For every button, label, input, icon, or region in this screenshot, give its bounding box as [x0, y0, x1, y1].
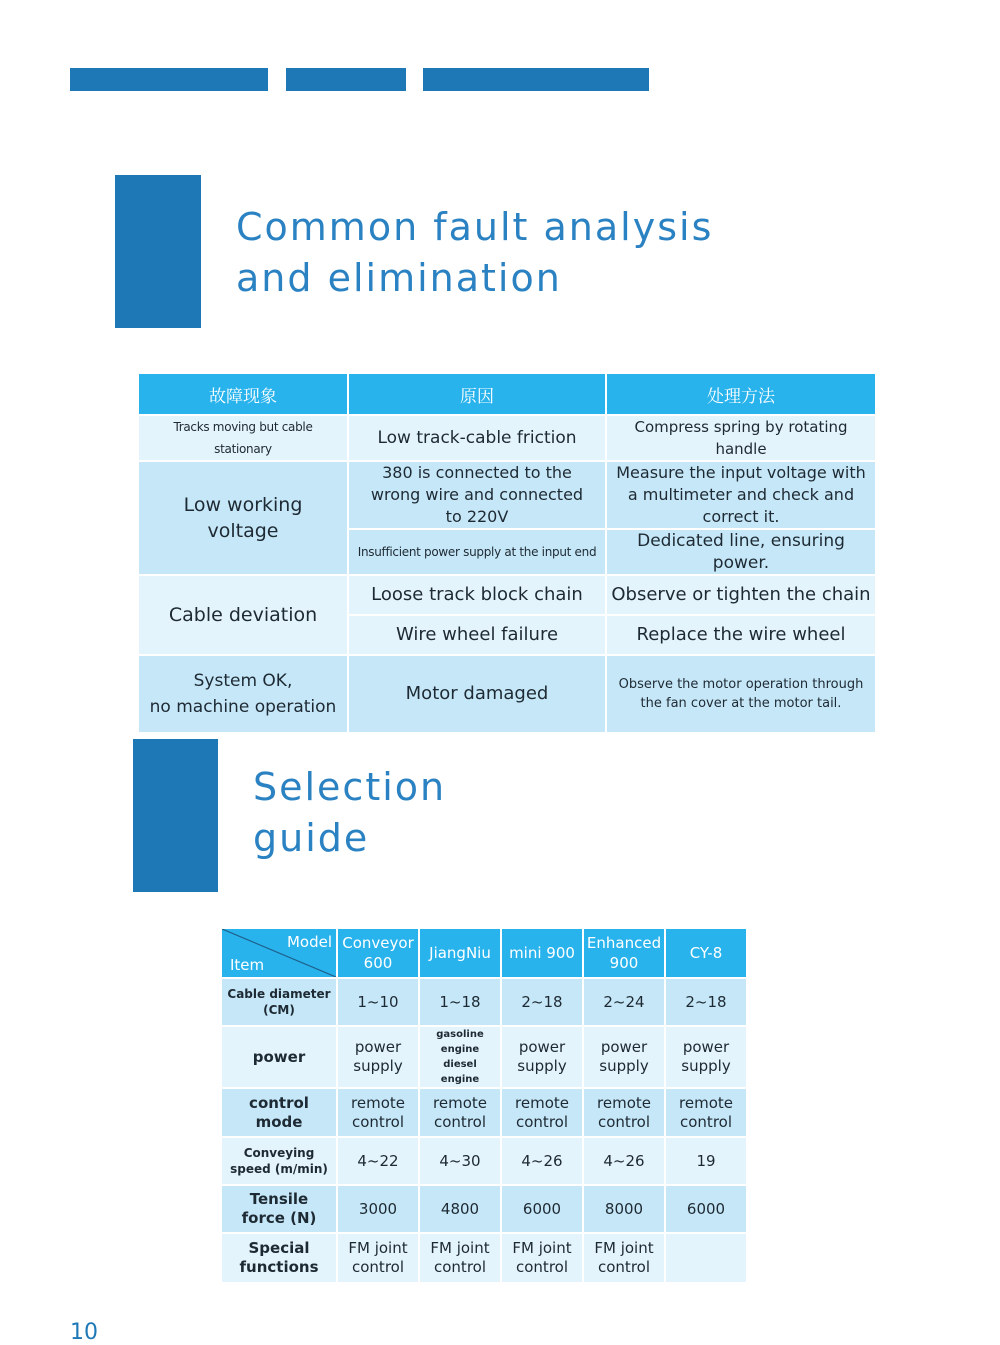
- value-line: remote: [433, 1093, 487, 1112]
- table-row: [221, 1088, 747, 1137]
- value-cell: [419, 978, 501, 1026]
- symptom-line: no machine operation: [149, 697, 337, 717]
- value-line: supply: [599, 1057, 649, 1075]
- item-label-cell: [221, 1026, 337, 1088]
- item-label-cell: [221, 1137, 337, 1185]
- value-cell: [583, 978, 665, 1026]
- value-line: 6000: [686, 1199, 726, 1218]
- value-cell: [337, 1088, 419, 1137]
- top-bar-1: [70, 68, 268, 91]
- value-line: gasoline engine: [436, 1029, 484, 1055]
- table-row: [221, 1233, 747, 1283]
- value-line: remote: [597, 1093, 651, 1112]
- value-cell: [337, 1026, 419, 1088]
- symptom-line: System OK,: [193, 671, 293, 691]
- value-line: supply: [353, 1057, 403, 1075]
- value-line: 4~26: [603, 1151, 645, 1170]
- symptom-cell: Cable deviation: [138, 575, 348, 655]
- item-line: Cable diameter: [227, 987, 331, 1001]
- value-line: control: [352, 1258, 404, 1276]
- solution-cell: Compress spring by rotating handle: [606, 415, 876, 461]
- value-cell: [665, 1026, 747, 1088]
- model-name-line: 900: [609, 954, 639, 972]
- value-cell: [337, 1185, 419, 1233]
- model-name-line: Enhanced: [586, 934, 662, 952]
- value-line: FM joint: [594, 1239, 654, 1257]
- value-line: 4~30: [439, 1151, 481, 1170]
- section-title-line: Selection: [253, 765, 447, 809]
- top-bar-3: [423, 68, 649, 91]
- model-name-line: CY-8: [689, 944, 723, 962]
- value-line: 3000: [358, 1199, 398, 1218]
- cause-cell: 380 is connected to the wrong wire and connected to 220V: [348, 461, 606, 529]
- value-line: 19: [696, 1151, 716, 1170]
- top-bar-2: [286, 68, 406, 91]
- model-name-line: Conveyor: [342, 934, 414, 952]
- value-cell: [665, 1185, 747, 1233]
- value-line: control: [516, 1258, 568, 1276]
- model-header: [665, 928, 747, 978]
- value-cell: [419, 1233, 501, 1283]
- section-marker-block: [115, 175, 201, 328]
- value-cell: [665, 978, 747, 1026]
- section-title-line: and elimination: [236, 256, 562, 300]
- value-cell: [583, 1185, 665, 1233]
- value-line: 4800: [440, 1199, 480, 1218]
- value-cell: [665, 1233, 747, 1283]
- item-line: Conveying: [243, 1146, 315, 1160]
- item-line: control: [249, 1093, 309, 1112]
- selection-guide-table: [220, 927, 748, 1284]
- value-cell: [337, 1137, 419, 1185]
- table-row: [138, 655, 876, 733]
- section-title-line: guide: [253, 816, 370, 860]
- value-line: 6000: [522, 1199, 562, 1218]
- cause-cell: Insufficient power supply at the input end: [348, 529, 606, 575]
- cause-cell: Loose track block chain: [348, 575, 606, 615]
- value-line: power: [354, 1038, 402, 1056]
- table-row: [138, 575, 876, 615]
- cause-cell: Low track-cable friction: [348, 415, 606, 461]
- value-line: power: [682, 1038, 730, 1056]
- value-line: control: [680, 1112, 732, 1131]
- cause-cell: Motor damaged: [348, 655, 606, 733]
- value-line: FM joint: [430, 1239, 490, 1257]
- value-cell: [419, 1088, 501, 1137]
- section-title-line: Common fault analysis: [236, 205, 714, 249]
- model-header: [501, 928, 583, 978]
- table-row: [221, 1185, 747, 1233]
- value-line: remote: [679, 1093, 733, 1112]
- solution-cell: [606, 655, 876, 733]
- item-line: functions: [239, 1258, 319, 1276]
- value-cell: [501, 978, 583, 1026]
- value-cell: [501, 1026, 583, 1088]
- value-line: remote: [515, 1093, 569, 1112]
- value-line: 4~22: [357, 1151, 399, 1170]
- value-line: FM joint: [348, 1239, 408, 1257]
- value-line: 2~24: [603, 992, 645, 1011]
- solution-cell: Replace the wire wheel: [606, 615, 876, 655]
- value-line: control: [598, 1112, 650, 1131]
- section-title-fault: [236, 202, 713, 304]
- solution-cell: Dedicated line, ensuring power.: [606, 529, 876, 575]
- item-label-cell: [221, 1233, 337, 1283]
- solution-cell: Measure the input voltage with a multimeter and check and correct it.: [606, 461, 876, 529]
- value-line: 1~10: [357, 992, 399, 1011]
- item-label-cell: [221, 1088, 337, 1137]
- value-cell: [583, 1137, 665, 1185]
- item-label-cell: [221, 978, 337, 1026]
- model-header: [419, 928, 501, 978]
- model-name-line: 600: [363, 954, 393, 972]
- model-header: [583, 928, 665, 978]
- table-row: [221, 978, 747, 1026]
- table-row: [138, 461, 876, 529]
- corner-item-label: Item: [230, 956, 265, 974]
- value-line: remote: [351, 1093, 405, 1112]
- value-line: power: [600, 1038, 648, 1056]
- table-header-row: [221, 928, 747, 978]
- section-marker-block: [133, 739, 218, 892]
- item-line: power: [252, 1047, 306, 1066]
- item-label-cell: [221, 1185, 337, 1233]
- value-line: supply: [517, 1057, 567, 1075]
- value-cell: [583, 1088, 665, 1137]
- value-cell: [665, 1088, 747, 1137]
- value-cell: [337, 1233, 419, 1283]
- value-cell: [419, 1185, 501, 1233]
- item-line: Tensile: [249, 1190, 309, 1208]
- solution-line: Observe the motor operation through: [618, 677, 864, 692]
- value-line: diesel engine: [440, 1059, 480, 1085]
- value-cell: [583, 1026, 665, 1088]
- solution-cell: Observe or tighten the chain: [606, 575, 876, 615]
- value-line: power: [518, 1038, 566, 1056]
- value-cell: [501, 1233, 583, 1283]
- value-cell: [501, 1185, 583, 1233]
- value-cell: [501, 1088, 583, 1137]
- fault-analysis-table: [137, 372, 877, 734]
- model-name-line: JiangNiu: [429, 944, 491, 962]
- value-cell: [337, 978, 419, 1026]
- value-cell: [419, 1137, 501, 1185]
- header-cell: 处理方法: [606, 373, 876, 415]
- symptom-cell: Low working voltage: [138, 461, 348, 575]
- section-title-selection: [253, 762, 446, 864]
- value-line: control: [598, 1258, 650, 1276]
- table-header-row: [138, 373, 876, 415]
- item-line: speed (m/min): [230, 1162, 328, 1176]
- value-line: control: [434, 1258, 486, 1276]
- symptom-cell: Tracks moving but cable stationary: [138, 415, 348, 461]
- cause-cell: Wire wheel failure: [348, 615, 606, 655]
- value-line: control: [352, 1112, 404, 1131]
- value-line: supply: [681, 1057, 731, 1075]
- item-line: force (N): [241, 1209, 317, 1227]
- header-cell: 故障现象: [138, 373, 348, 415]
- model-header: [337, 928, 419, 978]
- table-row: [221, 1137, 747, 1185]
- value-line: control: [434, 1112, 486, 1131]
- header-cell: 原因: [348, 373, 606, 415]
- item-line: mode: [255, 1112, 303, 1131]
- solution-line: the fan cover at the motor tail.: [640, 696, 842, 711]
- table-row: [138, 415, 876, 461]
- item-line: Special: [248, 1239, 310, 1257]
- value-line: 4~26: [521, 1151, 563, 1170]
- symptom-cell: [138, 655, 348, 733]
- value-line: FM joint: [512, 1239, 572, 1257]
- value-cell: [501, 1137, 583, 1185]
- model-name-line: mini 900: [509, 944, 575, 962]
- model-item-corner-cell: [221, 928, 337, 978]
- value-cell: [665, 1137, 747, 1185]
- corner-model-label: Model: [286, 933, 332, 951]
- value-line: 8000: [604, 1199, 644, 1218]
- value-cell: [583, 1233, 665, 1283]
- value-line: control: [516, 1112, 568, 1131]
- table-row: [221, 1026, 747, 1088]
- item-line: (CM): [263, 1003, 295, 1017]
- page-number: 10: [70, 1320, 98, 1345]
- value-cell: [419, 1026, 501, 1088]
- value-line: 2~18: [685, 992, 727, 1011]
- value-line: 2~18: [521, 992, 563, 1011]
- value-line: 1~18: [439, 992, 481, 1011]
